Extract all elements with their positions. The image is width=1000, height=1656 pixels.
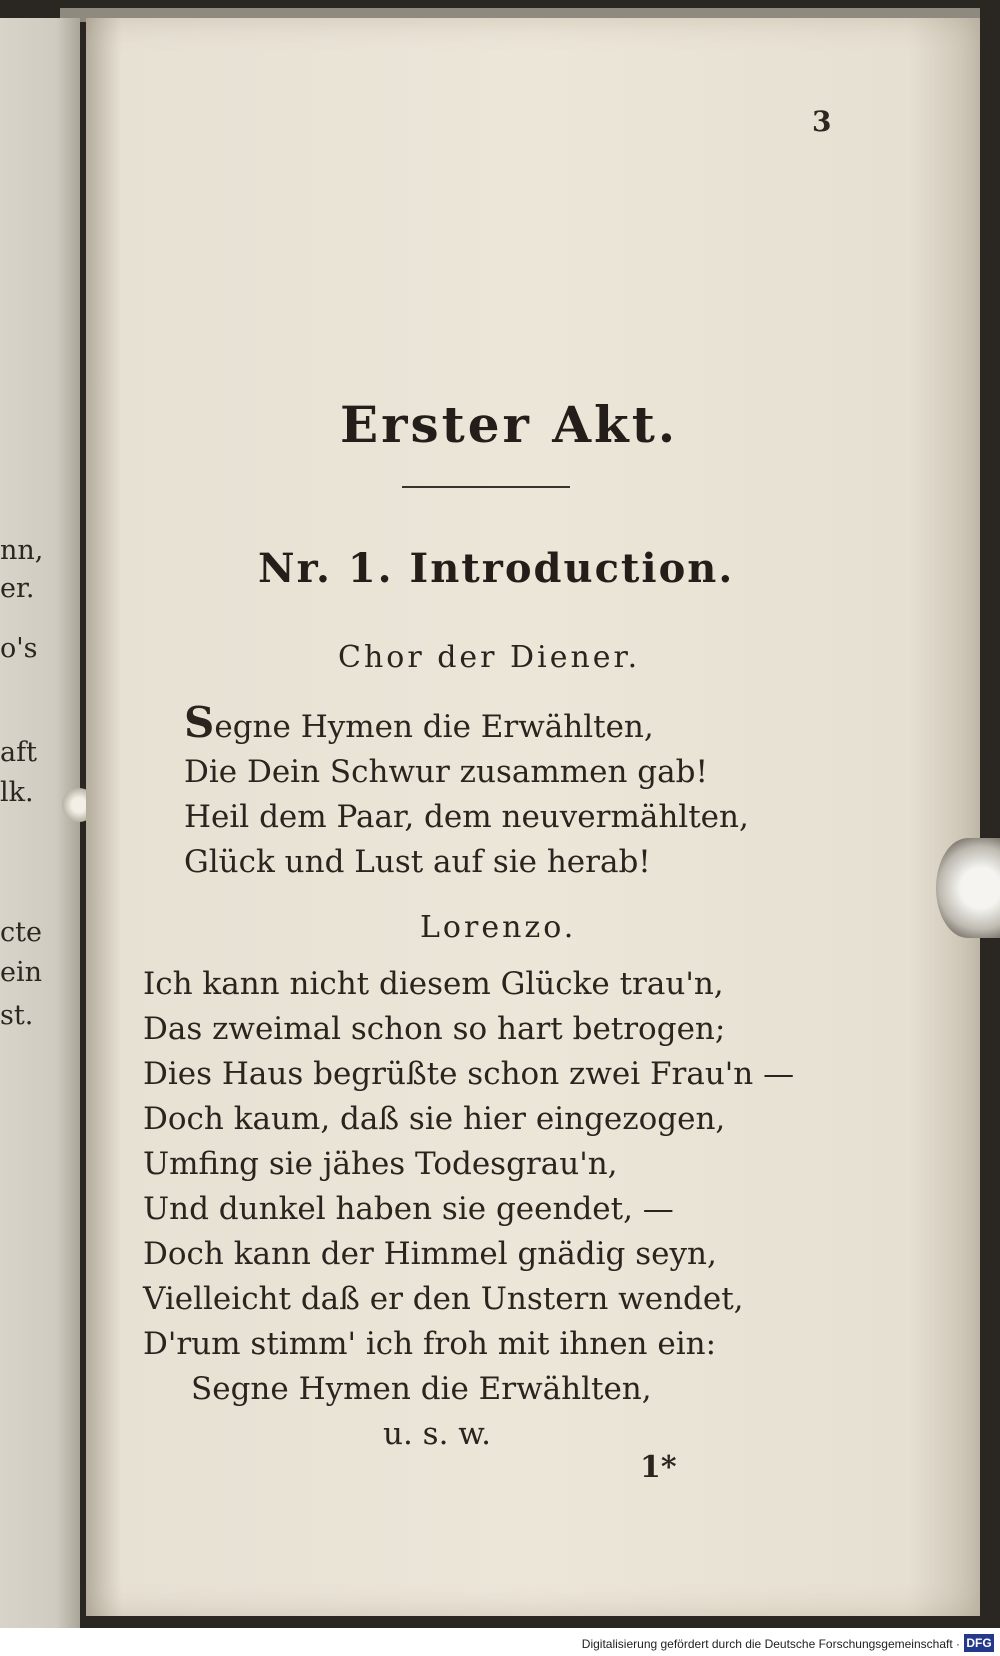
signature-mark: 1* (640, 1450, 677, 1485)
verse-line: Und dunkel haben sie geendet, — (143, 1191, 674, 1227)
verse-line: Umfing sie jähes Todesgrau'n, (143, 1146, 618, 1182)
verse-line (184, 700, 749, 750)
left-page-fragment: cte (0, 917, 42, 948)
verse-line: Doch kann der Himmel gnädig seyn, (143, 1236, 717, 1272)
chorus-speaker: Chor der Diener. (338, 640, 641, 675)
verse-line: Ich kann nicht diesem Glücke trau'n, (143, 966, 724, 1002)
left-page-fragment: o's (0, 633, 38, 664)
lorenzo-verse (143, 962, 794, 1457)
verse-line: Glück und Lust auf sie herab! (184, 844, 651, 880)
title-rule (402, 486, 570, 488)
footer-credit: Digitalisierung gefördert durch die Deutsche Forschungsgemeinschaft · (581, 1637, 960, 1651)
usw-line: u. s. w. (383, 1416, 492, 1452)
verse-line: Heil dem Paar, dem neuvermählten, (184, 799, 749, 835)
left-page-fragment: nn, (0, 535, 44, 566)
verse-line: D'rum stimm' ich froh mit ihnen ein: (143, 1326, 717, 1362)
verse-line: Dies Haus begrüßte schon zwei Frau'n — (143, 1056, 795, 1092)
footer-bar (0, 1628, 1000, 1656)
number-title: Nr. 1. Introduction. (258, 545, 735, 592)
verse-line: Vielleicht daß er den Unstern wendet, (143, 1281, 744, 1317)
left-page-fragment: lk. (0, 777, 34, 808)
verse-refrain: Segne Hymen die Erwählten, (191, 1371, 652, 1407)
act-title: Erster Akt. (340, 395, 679, 454)
verse-line-text: egne Hymen die Erwählten, (214, 709, 654, 745)
verse-line: Die Dein Schwur zusammen gab! (184, 754, 708, 790)
verse-line: Das zweimal schon so hart betrogen; (143, 1011, 726, 1047)
left-page (0, 18, 80, 1628)
left-page-fragment: aft (0, 737, 37, 768)
chorus-verse (184, 700, 749, 885)
lorenzo-speaker: Lorenzo. (420, 910, 577, 945)
left-page-fragment: er. (0, 573, 35, 604)
left-page-fragment: st. (0, 1000, 34, 1031)
dfg-logo-icon: DFG (964, 1634, 994, 1652)
left-page-fragment: ein (0, 957, 43, 988)
drop-cap: S (184, 698, 215, 747)
verse-line: Doch kaum, daß sie hier eingezogen, (143, 1101, 726, 1137)
book-clasp (936, 838, 1000, 938)
page-number: 3 (812, 105, 832, 138)
